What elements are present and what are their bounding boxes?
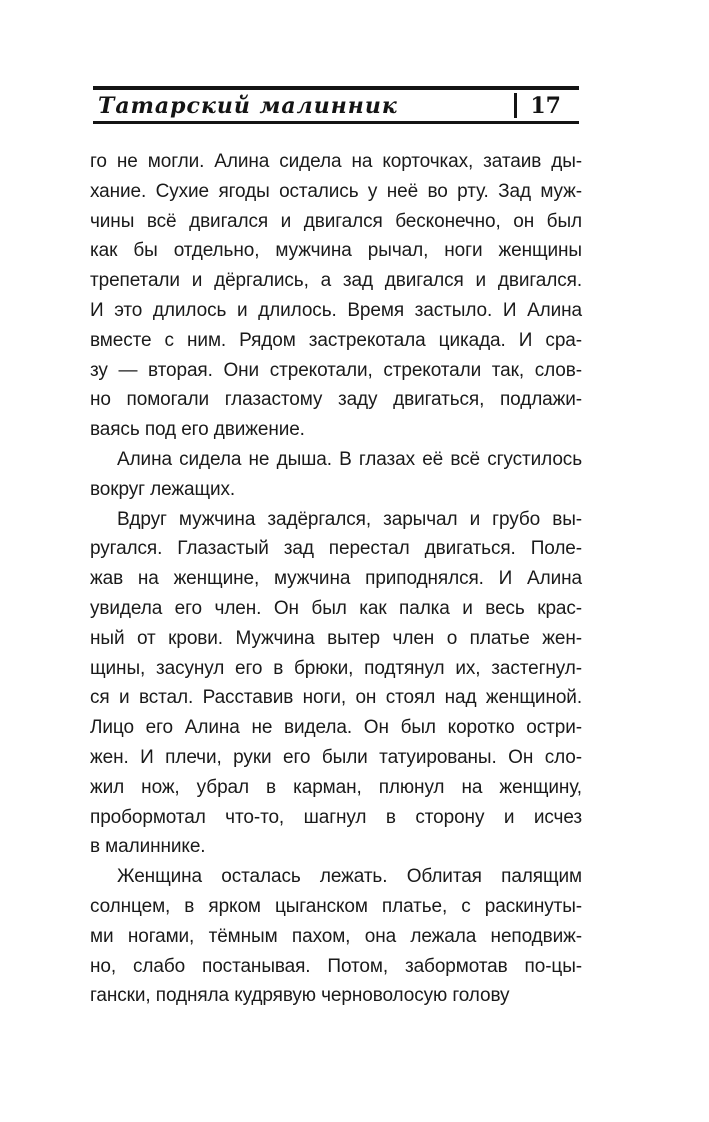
text-line: гански, подняла кудрявую черноволосую голову <box>90 985 510 1007</box>
text-line: чины всё двигался и двигался бесконечно, он был <box>90 210 582 232</box>
text-line: как бы отдельно, мужчина рычал, ноги женщины <box>90 240 582 262</box>
text-line: Алина сидела не дыша. В глазах её всё сгустилось <box>117 448 582 470</box>
paragraph <box>90 445 582 505</box>
text-line: жил нож, убрал в карман, плюнул на женщину, <box>90 776 582 798</box>
text-line: И это длилось и длилось. Время застыло. И Алина <box>90 299 582 321</box>
paragraph <box>90 862 582 1011</box>
text-line: щины, засунул его в брюки, подтянул их, застегнул- <box>90 657 582 679</box>
text-line: но помогали глазастому заду двигаться, подлажи- <box>90 389 582 411</box>
paragraph <box>90 147 582 445</box>
text-line: пробормотал что-то, шагнул в сторону и исчез <box>90 806 582 828</box>
page-number-separator <box>514 93 517 118</box>
text-line: но, слабо постанывая. Потом, забормотав по-цы- <box>90 955 582 977</box>
text-line: вместе с ним. Рядом застрекотала цикада. И сра- <box>90 329 582 351</box>
header-rule-bottom <box>93 121 579 124</box>
text-line: вокруг лежащих. <box>90 478 236 500</box>
text-line: ный от крови. Мужчина вытер член о платье жен- <box>90 627 582 649</box>
text-line: трепетали и дёргались, а зад двигался и двигался. <box>90 270 582 292</box>
running-head <box>93 90 579 121</box>
text-line: ваясь под его движение. <box>90 419 305 441</box>
text-line: ми ногами, тёмным пахом, она лежала неподвиж- <box>90 925 582 947</box>
text-block <box>90 147 582 1011</box>
text-line: увидела его член. Он был как палка и весь крас- <box>90 597 582 619</box>
text-line: в малиннике. <box>90 836 206 858</box>
text-line: жен. И плечи, руки его были татуированы. Он сло- <box>90 746 582 768</box>
page-number: 17 <box>530 92 561 119</box>
text-line: Лицо его Алина не видела. Он был коротко остри- <box>90 717 582 739</box>
text-line: ся и встал. Расставив ноги, он стоял над женщиной. <box>90 687 582 709</box>
text-line: го не могли. Алина сидела на корточках, затаив ды- <box>90 151 582 172</box>
text-line: Женщина осталась лежать. Облитая палящим <box>117 866 582 888</box>
paragraph <box>90 505 582 863</box>
book-title: Татарский малинник <box>98 92 398 119</box>
text-line: солнцем, в ярком цыганском платье, с раскинуты- <box>90 895 582 917</box>
text-line: Вдруг мужчина задёргался, зарычал и грубо вы- <box>117 508 582 530</box>
text-line: ругался. Глазастый зад перестал двигаться. Поле- <box>90 538 582 560</box>
text-line: зу — вторая. Они стрекотали, стрекотали так, слов- <box>90 359 582 381</box>
text-line: хание. Сухие ягоды остались у неё во рту. Зад муж- <box>90 180 582 202</box>
text-line: жав на женщине, мужчина приподнялся. И Алина <box>90 568 582 590</box>
